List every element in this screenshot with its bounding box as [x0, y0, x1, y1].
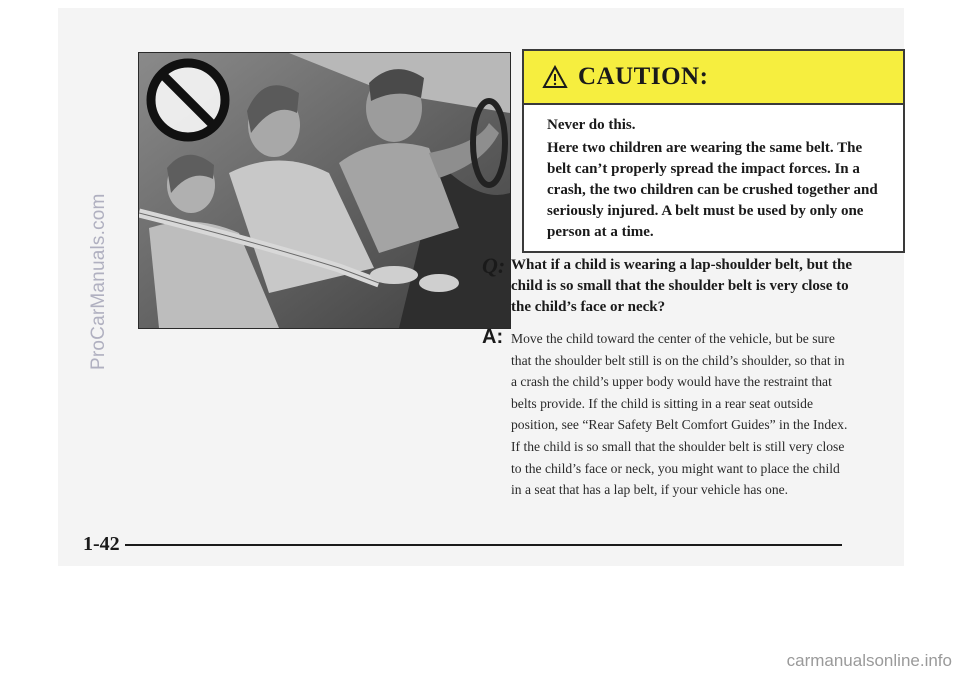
answer-marker: A: — [482, 326, 504, 348]
watermark: ProCarManuals.com — [88, 193, 109, 370]
page-number: 1-42 — [83, 533, 120, 555]
caution-box — [522, 49, 905, 253]
caution-title: CAUTION: — [578, 63, 709, 90]
caution-header — [524, 51, 903, 105]
caution-line: Never do this. — [547, 117, 636, 133]
question-text: What if a child is wearing a lap-shoulder belt, but the child is so small that the shoulder belt is very close to the child’s face or neck? — [511, 257, 853, 315]
prohibition-icon — [145, 57, 231, 143]
caution-line: Here two children are wearing the same belt. The belt can’t properly spread the impact forces. In a crash, the two children can be crushed together and seriously injured. A belt must be used by only one person at a time. — [547, 140, 878, 240]
warning-triangle-icon — [542, 65, 568, 89]
answer-text: Move the child toward the center of the vehicle, but be sure that the shoulder belt still is on the child’s shoulder, so that in a crash the child’s upper body would have the restraint that belts provide. If the child is sitting in a rear seat outside position, see “Rear Safety Belt Comfort Guides” in the Index. If the child is so small that the shoulder belt is still very close to the child’s face or neck, you might want to place the child in a seat that has a lap belt, if your vehicle has one. — [511, 331, 848, 498]
manual-page — [58, 8, 904, 566]
question-marker: Q: — [482, 253, 506, 278]
site-mark: carmanualsonline.info — [786, 651, 952, 670]
footer-rule — [125, 544, 842, 546]
caution-body — [524, 105, 903, 243]
illustration-two-children-one-belt — [138, 52, 511, 329]
